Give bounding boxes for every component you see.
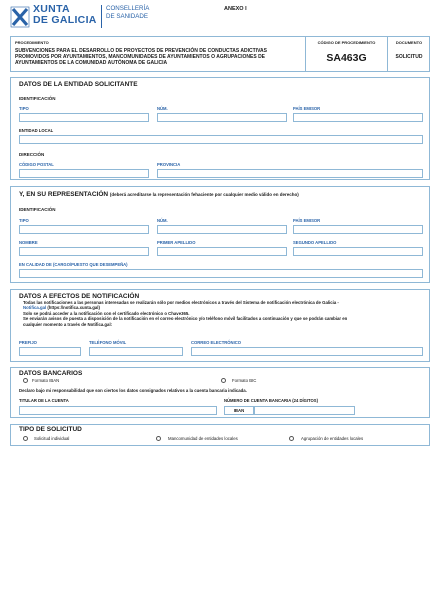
applicant-number-label: NÚM.: [157, 106, 168, 111]
xunta-logo: [10, 4, 150, 32]
applicant-number-field[interactable]: [157, 113, 287, 122]
request-type-section-title: TIPO DE SOLICITUD: [19, 426, 82, 433]
request-agrupacion-label: Agrupación de entidades locales: [301, 436, 364, 441]
first-surname-label: PRIMER APELLIDO: [157, 240, 196, 245]
notification-section-title: DATOS A EFECTOS DE NOTIFICACIÓN: [19, 293, 140, 300]
procedure-header: [10, 36, 430, 72]
local-entity-label: ENTIDAD LOCAL: [19, 128, 54, 133]
logo-divider: [101, 5, 102, 28]
request-mancomunidad-label: Mancomunidad de entidades locales: [168, 436, 238, 441]
notification-section: [10, 289, 430, 362]
mobile-field[interactable]: [89, 347, 183, 356]
document-label: DOCUMENTO: [395, 40, 423, 45]
iban-format-label: Formato IBAN: [32, 378, 60, 383]
request-individual-label: Solicitud individual: [34, 436, 70, 441]
department-name: CONSELLERÍA DE SANIDADE: [106, 5, 150, 20]
procedure-cell: [11, 37, 306, 71]
representative-note: (deberá acreditarse la representación fehaciente por cualquier medio válido en derecho): [109, 192, 299, 197]
email-field[interactable]: [191, 347, 423, 356]
position-label: EN CALIDAD DE (CARGO/PUESTO QUE DESEMPEÑA): [19, 262, 128, 267]
request-agrupacion-radio[interactable]: [289, 436, 294, 441]
mobile-label: TELÉFONO MÓVIL: [89, 340, 127, 345]
representative-country-label: PAÍS EMISOR: [293, 218, 321, 223]
notifica-link[interactable]: Notifica.gal: [23, 305, 47, 311]
applicant-section: [10, 77, 430, 180]
bank-section: [10, 367, 430, 418]
procedure-title: SUBVENCIONES PARA EL DESARROLLO DE PROYECTOS DE PREVENCIÓN DE CONDUCTAS ADICTIVAS PROMOVIDOS POR AYUNTAMIENTOS, MANCOMUNIDADES DE AYUNTAMIENTOS O AGRUPACIONES DE AYUNTAMIENTOS DE LA COMUNIDAD AUTÓNOMA DE GALICIA: [15, 48, 267, 66]
applicant-country-label: PAÍS EMISOR: [293, 106, 321, 111]
bic-format-radio[interactable]: [221, 378, 226, 383]
request-type-section: [10, 424, 430, 446]
applicant-identification-heading: IDENTIFICACIÓN: [19, 96, 56, 101]
iban-format-radio[interactable]: [23, 378, 28, 383]
account-holder-field[interactable]: [19, 406, 217, 415]
applicant-type-field[interactable]: [19, 113, 149, 122]
iban-label: IBAN: [224, 406, 254, 415]
second-surname-field[interactable]: [293, 247, 423, 256]
first-name-field[interactable]: [19, 247, 149, 256]
procedure-label: PROCEDIMIENTO: [15, 40, 49, 45]
position-field[interactable]: [19, 269, 423, 278]
representative-country-field[interactable]: [293, 225, 423, 234]
procedure-code-label: CÓDIGO DE PROCEDIMIENTO: [317, 40, 376, 45]
document-header: [10, 4, 430, 34]
prefix-field[interactable]: [19, 347, 81, 356]
request-mancomunidad-radio[interactable]: [156, 436, 161, 441]
representative-section-title: Y, EN SU REPRESENTACIÓN (deberá acreditarse la representación fehaciente por cualquier medio válido en derecho): [19, 191, 299, 198]
applicant-section-title: DATOS DE LA ENTIDAD SOLICITANTE: [19, 81, 138, 88]
postal-code-field[interactable]: [19, 169, 149, 178]
bank-section-title: DATOS BANCARIOS: [19, 370, 83, 377]
representative-section: [10, 186, 430, 283]
representative-type-field[interactable]: [19, 225, 149, 234]
email-label: CORREO ELECTRÓNICO: [191, 340, 242, 345]
account-holder-label: TITULAR DE LA CUENTA: [19, 398, 69, 403]
bank-declaration: Declaro bajo mi responsabilidad que son ciertos los datos consignados relativos a la cuenta bancaria indicada.: [19, 388, 247, 393]
account-number-field[interactable]: [254, 406, 355, 415]
local-entity-field[interactable]: [19, 135, 423, 144]
province-field[interactable]: [157, 169, 423, 178]
representative-identification-heading: IDENTIFICACIÓN: [19, 207, 56, 212]
province-label: PROVINCIA: [157, 162, 181, 167]
address-heading: DIRECCIÓN: [19, 152, 45, 157]
xunta-emblem-icon: [10, 6, 30, 28]
postal-code-label: CÓDIGO POSTAL: [19, 162, 54, 167]
applicant-type-label: TIPO: [19, 106, 29, 111]
account-number-label: NÚMERO DE CUENTA BANCARIA (24 DÍGITOS): [224, 398, 318, 403]
representative-number-field[interactable]: [157, 225, 287, 234]
second-surname-label: SEGUNDO APELLIDO: [293, 240, 337, 245]
representative-number-label: NÚM.: [157, 218, 168, 223]
procedure-code-cell: [306, 37, 388, 71]
applicant-country-field[interactable]: [293, 113, 423, 122]
notification-text: Todas las notificaciones a las personas interesadas se realizarán sólo por medios electrónicos a través del Sistema de notificación electrónica de Galicia - Notifica.gal (https://notifica.xunta.gal) Solo se podrá acceder a la notificación con el certificado electrónico o Chave365. Se enviarán avisos de puesta a disposición de la notificación en el correo electrónico y/o teléfono móvil facilitados a continuación y que se podrán cambiar en cualquier momento a través de Notifica.gal:: [23, 300, 348, 327]
logo-text: XUNTA DE GALICIA: [33, 3, 97, 26]
bic-format-label: Formato BIC: [232, 378, 257, 383]
first-surname-field[interactable]: [157, 247, 287, 256]
document-cell: [388, 37, 430, 71]
first-name-label: NOMBRE: [19, 240, 38, 245]
representative-type-label: TIPO: [19, 218, 29, 223]
request-individual-radio[interactable]: [23, 436, 28, 441]
procedure-code: SA463G: [326, 52, 367, 64]
document-type: SOLICITUD: [395, 54, 423, 60]
annex-label: ANEXO I: [224, 6, 247, 12]
prefix-label: PREFIJO: [19, 340, 37, 345]
